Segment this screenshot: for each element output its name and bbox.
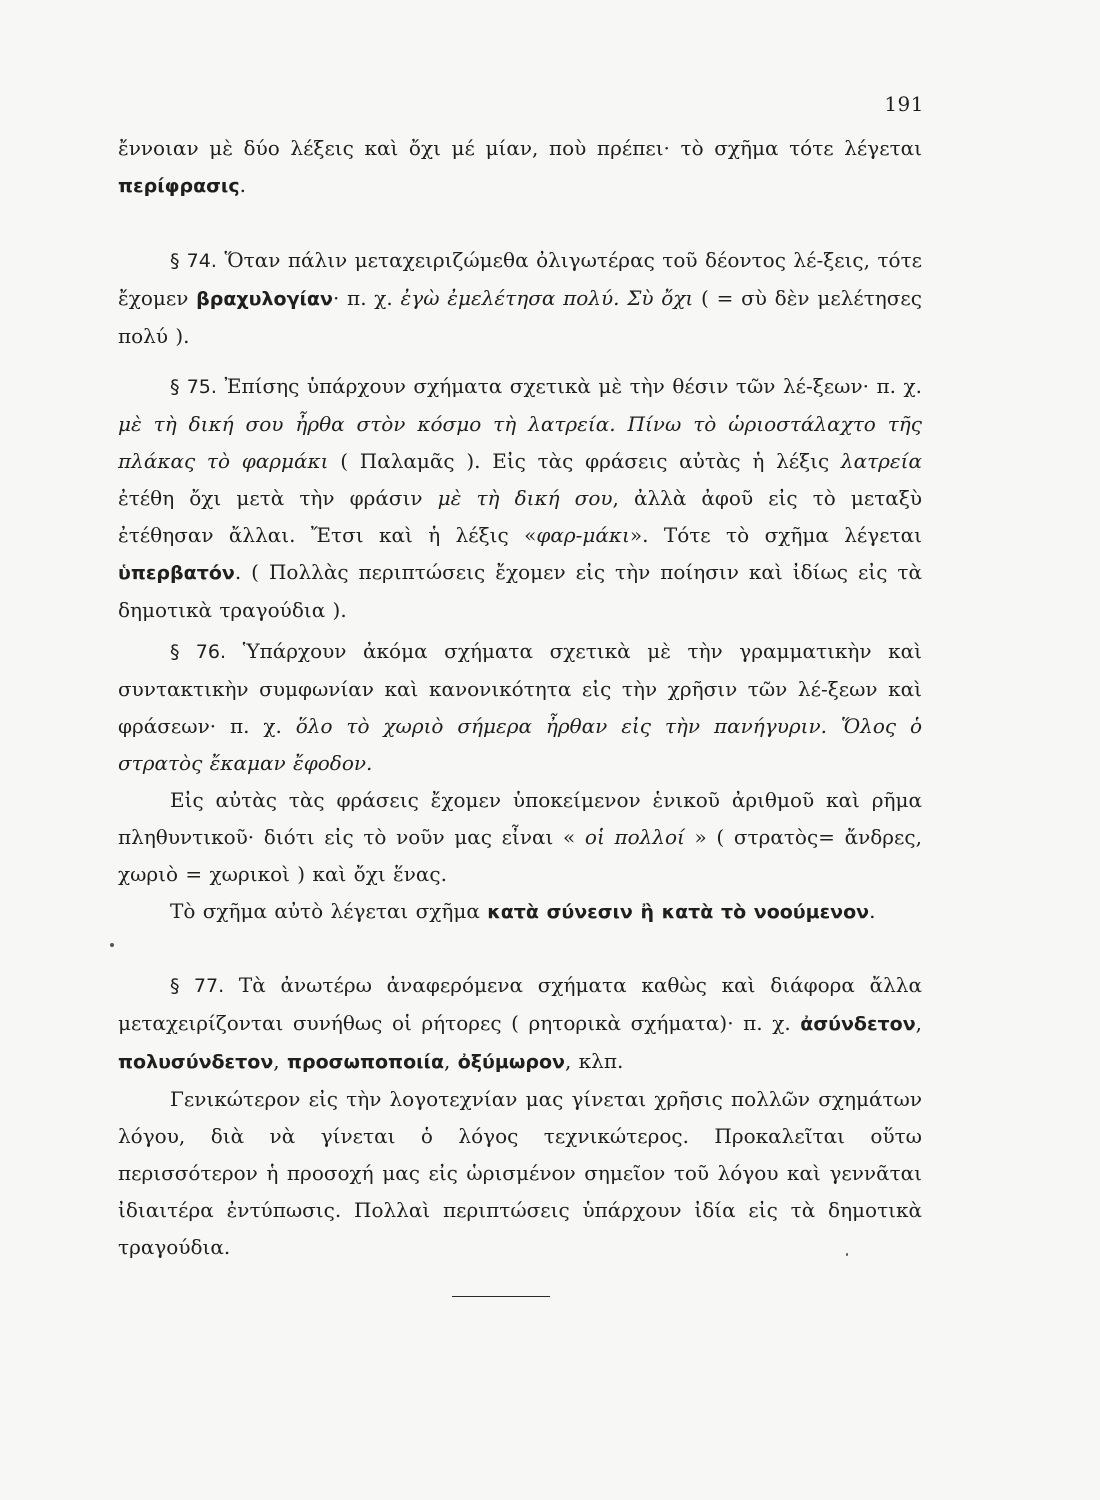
section-number: § 76.	[170, 641, 226, 663]
text-run: .	[869, 899, 876, 923]
section-74-paragraph	[118, 242, 922, 355]
example-text: ἐγὼ ἐμελέτησα πολύ. Σὺ ὄχι	[400, 286, 694, 310]
section-number: § 75.	[170, 376, 217, 398]
text-run: Ὑπάρχουν ἀκόμα σχήματα σχετικὰ μὲ τὴν γραμματικὴν καὶ συντακτικὴν συμφωνίαν καὶ κανονικότητα εἰς τὴν χρῆσιν τῶν λέ-ξεων καὶ φράσεων· π. χ.	[118, 639, 922, 738]
example-text: ὅλο τὸ χωριὸ σήμερα ἦρθαν εἰς τὴν πανήγυριν. Ὅλος ὁ στρατὸς ἔκαμαν ἔφοδον.	[118, 714, 922, 775]
example-text: οἱ πολλοί	[584, 825, 685, 849]
closing-rule	[452, 1296, 550, 1297]
text-run: . ( Πολλὰς περιπτώσεις ἔχομεν εἰς τὴν ποίησιν καὶ ἰδίως εἰς τὰ δημοτικὰ τραγούδια ).	[118, 560, 922, 622]
example-text: μὲ τὴ δική σου ἦρθα στὸν κόσμο τὴ λατρεία. Πίνω τὸ ὡριοστάλαχτο τῆς πλάκας τὸ φαρμάκι	[118, 412, 922, 473]
text-run: Εἰς αὐτὰς τὰς φράσεις ἔχομεν ὑποκείμενον ἑνικοῦ ἀριθμοῦ καὶ ρῆμα πληθυντικοῦ· διότι εἰς τὸ νοῦν μας εἶναι «	[118, 788, 922, 849]
term-asyndeton: ἀσύνδετον	[800, 1013, 916, 1035]
section-76-paragraph-3	[118, 893, 922, 931]
text-run: Ἐπίσης ὑπάρχουν σχήματα σχετικὰ μὲ τὴν θέσιν τῶν λέ-ξεων· π. χ.	[216, 374, 922, 398]
term-oxymoron: ὀξύμωρον	[457, 1051, 565, 1073]
section-74	[118, 242, 922, 355]
term-prosopopoeia: προσωποποιία	[286, 1051, 445, 1073]
term-polysyndeton: πολυσύνδετον	[118, 1051, 274, 1073]
separator: ,	[915, 1011, 922, 1035]
text-run: Τὰ ἀνωτέρω ἀναφερόμενα σχήματα καθὼς καὶ διάφορα ἄλλα μεταχειρίζονται συνήθως οἱ ρήτορες ( ρητορικὰ σχήματα)· π. χ.	[118, 973, 922, 1035]
separator: ,	[444, 1049, 458, 1073]
section-75	[118, 368, 922, 629]
text-run: ἐτέθη ὄχι μετὰ τὴν φράσιν	[118, 486, 438, 510]
section-76	[118, 633, 922, 931]
page-number: 191	[884, 92, 924, 116]
term-hyperbaton: ὑπερβατόν	[118, 562, 235, 584]
section-77-paragraph	[118, 967, 922, 1081]
example-text: φαρ-μάκι	[536, 523, 630, 547]
term-periphrasis: περίφρασις	[118, 175, 240, 197]
text-run: , ἀλλὰ ἀφοῦ εἰς τὸ μεταξὺ ἐτέθησαν ἄλλαι. Ἔτσι καὶ ἡ λέξις «	[118, 486, 922, 547]
paragraph-73-tail	[118, 130, 922, 205]
scan-speck	[846, 1253, 848, 1256]
text-run: .	[239, 173, 246, 197]
text-run: » ( στρατὸς= ἄνδρες, χωριὸ = χωρικοὶ ) καὶ ὄχι ἕνας.	[118, 825, 922, 886]
separator: ,	[273, 1049, 287, 1073]
example-text: λατρεία	[840, 449, 923, 473]
text-run: Τὸ σχῆμα αὐτὸ λέγεται σχῆμα	[170, 899, 488, 923]
text-run: ( = σὺ δὲν μελέτησες πολύ ).	[118, 286, 922, 348]
text-run: , κλπ.	[564, 1049, 624, 1073]
section-number: § 74.	[170, 250, 217, 272]
text-run: ». Τότε τὸ σχῆμα λέγεται	[629, 523, 922, 547]
text-run: Ὅταν πάλιν μεταχειριζώμεθα ὀλιγωτέρας τοῦ δέοντος λέ-ξεις, τότε ἔχομεν	[118, 248, 922, 310]
term-kata-synesin: κατὰ σύνεσιν ἢ κατὰ τὸ νοούμενον	[487, 901, 870, 923]
example-text: μὲ τὴ δική σου	[437, 486, 613, 510]
text-run: · π. χ.	[332, 286, 401, 310]
section-77-paragraph-2: Γενικώτερον εἰς τὴν λογοτεχνίαν μας γίνεται χρῆσις πολλῶν σχημάτων λόγου, διὰ νὰ γίνεται ὁ λόγος τεχνικώτερος. Προκαλεῖται οὕτω περισσότερον ἡ προσοχή μας εἰς ὡρισμένον σημεῖον τοῦ λόγου καὶ γεννᾶται ἰδιαιτέρα ἐντύπωσις. Πολλαὶ περιπτώσεις ὑπάρχουν ἰδία εἰς τὰ δημοτικὰ τραγούδια.	[118, 1087, 922, 1259]
paragraph-73-text	[118, 130, 922, 205]
text-run: ( Παλαμᾶς ). Εἰς τὰς φράσεις αὐτὰς ἡ λέξις	[328, 449, 841, 473]
section-76-paragraph	[118, 633, 922, 782]
text-run: ἔννοιαν μὲ δύο λέξεις καὶ ὄχι μέ μίαν, ποὺ πρέπει· τὸ σχῆμα τότε λέγεται	[118, 136, 922, 160]
section-75-paragraph	[118, 368, 922, 629]
section-77	[118, 967, 922, 1266]
term-brachylogy: βραχυλογίαν	[196, 288, 333, 310]
section-76-paragraph-2	[118, 782, 922, 893]
section-number: § 77.	[170, 975, 225, 997]
scan-speck	[110, 943, 114, 947]
